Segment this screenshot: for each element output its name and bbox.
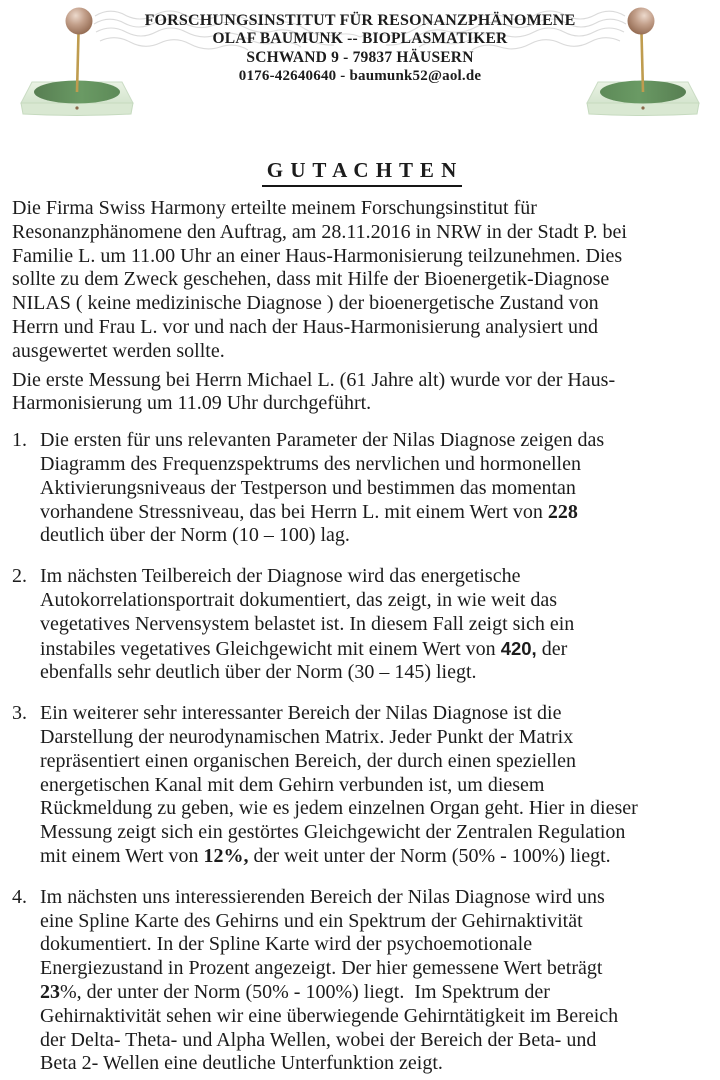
text-line: sollte zu dem Zweck geschehen, dass mit Hilfe der Bioenergetik-Diagnose	[12, 268, 610, 291]
text-line: vegetatives Nervensystem belastet ist. In diesem Fall zeigt sich ein	[40, 612, 575, 635]
text-line: Im nächsten uns interessierenden Bereich der Nilas Diagnose wird uns	[40, 885, 605, 908]
text-line: Harmonisierung um 11.09 Uhr durchgeführt.	[12, 392, 372, 415]
item-text	[40, 702, 712, 869]
intro-paragraph	[12, 197, 712, 364]
first-measurement-paragraph	[12, 369, 712, 417]
text-line: Energiezustand in Prozent angezeigt. Der hier gemessene Wert beträgt	[40, 957, 603, 980]
text-line: Im nächsten Teilbereich der Diagnose wird das energetische	[40, 565, 521, 588]
item-text	[40, 886, 712, 1076]
text-line: Familie L. um 11.00 Uhr an einer Haus-Harmonisierung teilzunehmen. Dies	[12, 244, 623, 267]
item-number: 1.	[12, 429, 27, 452]
document-title: G U T A C H T E N	[12, 158, 712, 187]
text-line: Ein weiterer sehr interessanter Bereich der Nilas Diagnose ist die	[40, 702, 562, 725]
letterhead-contact: 0176-42640640 - baumunk52@aol.de	[238, 68, 482, 84]
text-line: Diagramm des Frequenzspektrums des nervlichen und hormonellen	[40, 452, 581, 475]
text-line: dokumentiert. In der Spline Karte wird der psychoemotionale	[40, 933, 533, 956]
letterhead-address: SCHWAND 9 - 79837 HÄUSERN	[246, 48, 474, 66]
text-line: Aktivierungsniveaus der Testperson und bestimmen das momentan	[40, 476, 576, 499]
list-item	[12, 429, 712, 548]
letterhead-institute: FORSCHUNGSINSTITUT FÜR RESONANZPHÄNOMENE	[144, 12, 576, 29]
letterhead	[0, 0, 720, 118]
pendulum-logo-right	[578, 2, 708, 116]
text-line: mit einem Wert von 12%, der weit unter der Norm (50% - 100%) liegt.	[40, 844, 611, 867]
letterhead-name: OLAF BAUMUNK -- BIOPLASMATIKER	[212, 30, 508, 47]
text-line: Darstellung der neurodynamischen Matrix. Jeder Punkt der Matrix	[40, 725, 574, 748]
text-line: Beta 2- Wellen eine deutliche Unterfunktion zeigt.	[40, 1052, 443, 1075]
text-line: 23%, der unter der Norm (50% - 100%) liegt. Im Spektrum der	[40, 980, 550, 1003]
text-line: NILAS ( keine medizinische Diagnose ) der bioenergetische Zustand von	[12, 292, 599, 315]
text-line: vorhandene Stressniveau, das bei Herrn L. mit einem Wert von 228	[40, 500, 578, 523]
text-line: der Delta- Theta- und Alpha Wellen, wobei der Bereich der Beta- und	[40, 1028, 597, 1051]
document-body	[0, 158, 720, 1076]
item-number: 3.	[12, 702, 27, 725]
item-text	[40, 565, 712, 685]
text-line: Die Firma Swiss Harmony erteilte meinem Forschungsinstitut für	[12, 197, 537, 219]
item-text	[40, 429, 712, 548]
text-line: deutlich über der Norm (10 – 100) lag.	[40, 524, 350, 547]
list-item	[12, 886, 712, 1076]
text-line: ausgewertet werden sollte.	[12, 339, 225, 362]
text-line: ebenfalls sehr deutlich über der Norm (30 – 145) liegt.	[40, 661, 477, 684]
pendulum-icon	[578, 2, 708, 116]
findings-list	[12, 429, 712, 1076]
letterhead-text	[130, 11, 590, 86]
text-line: repräsentiert einen organischen Bereich, der durch einen speziellen	[40, 749, 577, 772]
list-item	[12, 565, 712, 685]
text-line: Resonanzphänomene den Auftrag, am 28.11.2016 in NRW in der Stadt P. bei	[12, 220, 627, 243]
list-item	[12, 702, 712, 869]
text-line: instabiles vegetatives Gleichgewicht mit einem Wert von 420, der	[40, 637, 568, 660]
item-number: 4.	[12, 885, 27, 908]
text-line: Gehirnaktivität sehen wir eine überwiegende Gehirntätigkeit im Bereich	[40, 1004, 619, 1027]
text-line: Die ersten für uns relevanten Parameter der Nilas Diagnose zeigen das	[40, 429, 605, 452]
text-line: Die erste Messung bei Herrn Michael L. (61 Jahre alt) wurde vor der Haus-	[12, 368, 616, 391]
text-line: eine Spline Karte des Gehirns und ein Spektrum der Gehirnaktivität	[40, 909, 583, 932]
text-line: Autokorrelationsportrait dokumentiert, das zeigt, in wie weit das	[40, 588, 558, 611]
text-line: Herrn und Frau L. vor und nach der Haus-Harmonisierung analysiert und	[12, 315, 598, 338]
pendulum-logo-left	[12, 2, 142, 116]
item-number: 2.	[12, 565, 27, 588]
text-line: energetischen Kanal mit dem Gehirn verbunden ist, um diesem	[40, 773, 545, 796]
text-line: Rückmeldung zu geben, wie es jedem einzelnen Organ geht. Hier in dieser	[40, 797, 638, 820]
pendulum-icon	[12, 2, 142, 116]
text-line: Messung zeigt sich ein gestörtes Gleichgewicht der Zentralen Regulation	[40, 821, 626, 844]
